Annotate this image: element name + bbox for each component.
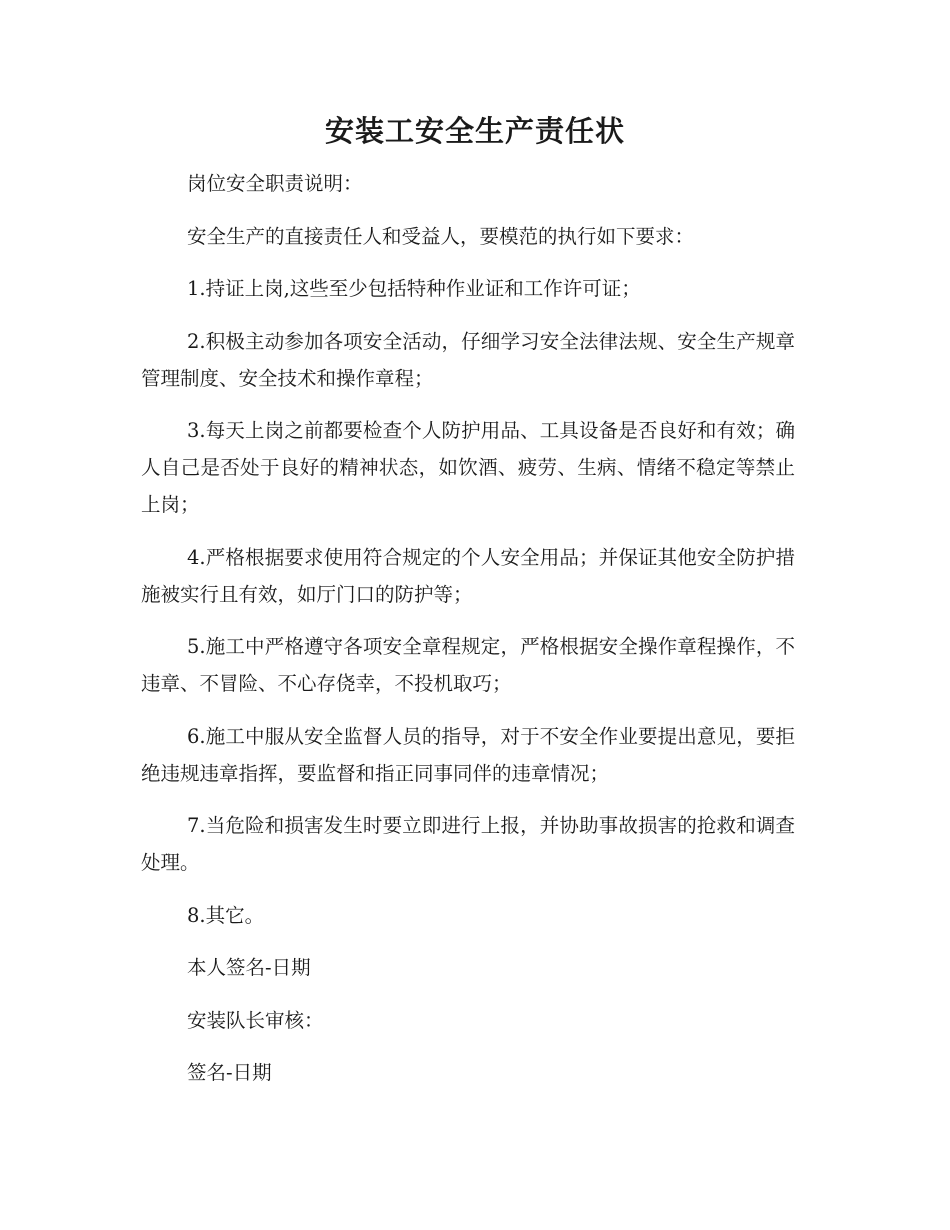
paragraph-item-7: 7.当危险和损害发生时要立即进行上报，并协助事故损害的抢救和调查处理。 [141, 814, 795, 874]
paragraph-intro: 安全生产的直接责任人和受益人，要模范的执行如下要求： [187, 224, 695, 248]
paragraph-item-3: 3.每天上岗之前都要检查个人防护用品、工具设备是否良好和有效；确人自己是否处于良好的精神状态，如饮酒、疲劳、生病、情绪不稳定等禁止上岗； [141, 419, 795, 516]
paragraph-item-8: 8.其它。 [187, 903, 265, 927]
paragraph-item-2: 2.积极主动参加各项安全活动，仔细学习安全法律法规、安全生产规章管理制度、安全技术和操作章程； [141, 329, 795, 390]
document-body [141, 165, 795, 1107]
paragraph-item-5: 5.施工中严格遵守各项安全章程规定，严格根据安全操作章程操作，不违章、不冒险、不心存侥幸，不投机取巧； [141, 635, 795, 695]
paragraph-item-6: 6.施工中服从安全监督人员的指导，对于不安全作业要提出意见，要拒绝违规违章指挥，要监督和指正同事同伴的违章情况； [141, 724, 795, 785]
signature-line-reviewer: 签名-日期 [187, 1061, 272, 1084]
signature-line-self: 本人签名-日期 [187, 956, 311, 979]
paragraph-duty-heading: 岗位安全职责说明： [187, 172, 363, 195]
paragraph-item-1: 1.持证上岗,这些至少包括特种作业证和工作许可证； [187, 277, 641, 300]
paragraph-item-4: 4.严格根据要求使用符合规定的个人安全用品；并保证其他安全防护措施被实行且有效，如厅门口的防护等； [141, 545, 795, 606]
document-title: 安装工安全生产责任状 [324, 114, 625, 148]
review-label: 安装队长审核： [187, 1008, 324, 1032]
